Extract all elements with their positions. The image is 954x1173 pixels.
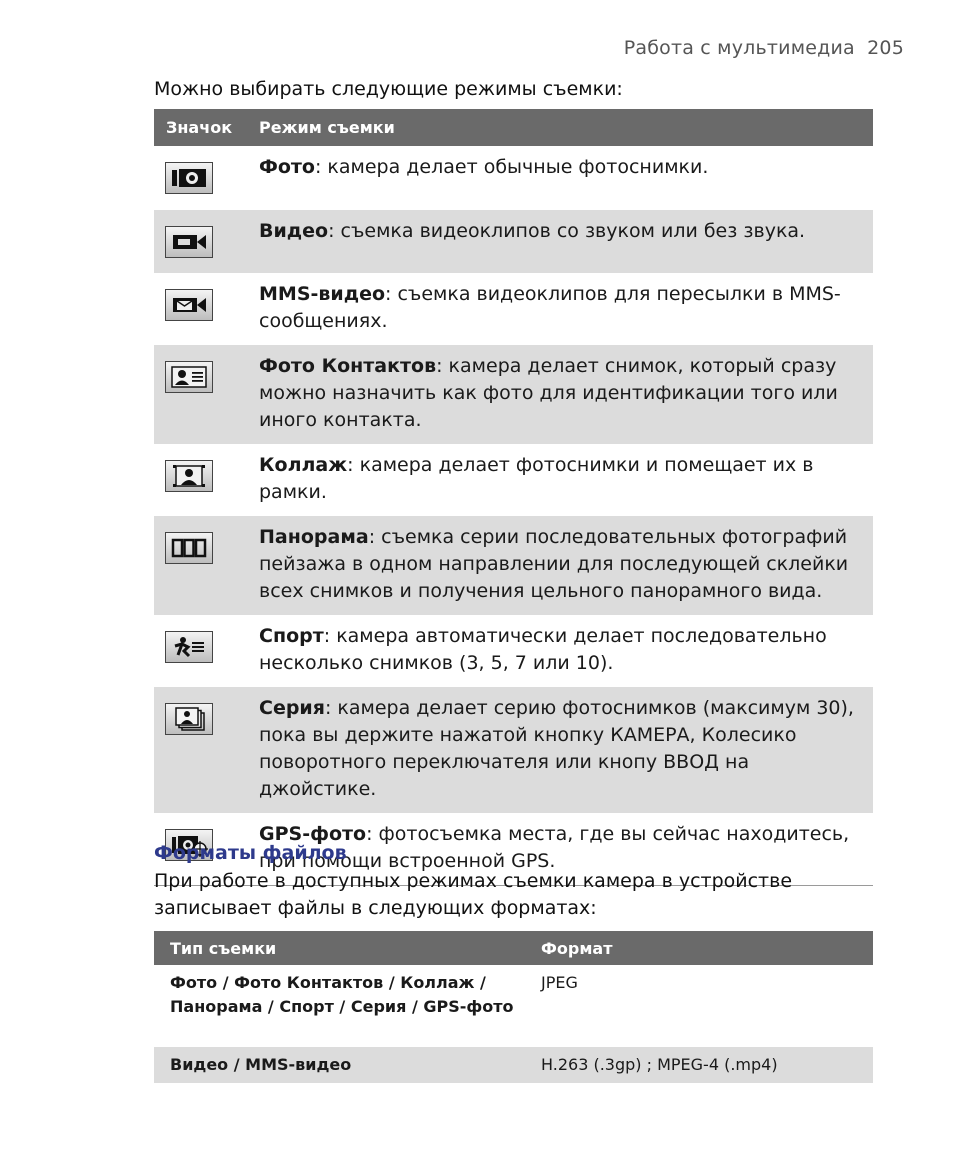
sport-runner-icon [165,631,213,663]
file-format: H.263 (.3gp) ; MPEG-4 (.mp4) [525,1047,873,1083]
mode-description: : камера делает серию фотоснимков (максимум 30), пока вы держите нажатой кнопку КАМЕРА, Колесико поворотного переключателя или кнопу ВВОД на джойстике. [259,697,854,800]
table-row [154,146,873,210]
section-title: Работа с мультимедиа [623,37,855,59]
mode-name: Фото Контактов [259,355,437,377]
mode-name: Коллаж [259,454,348,476]
running-header [624,37,904,59]
mode-description: : съемка серии последовательных фотографий пейзажа в одном направлении для последующей склейки всех снимков и получения цельного панорамного вида. [259,526,849,602]
intro-text: Можно выбирать следующие режимы съемки: [154,78,623,100]
column-header-type: Тип съемки [154,931,525,965]
contact-card-icon [165,361,213,393]
capture-type: Видео / MMS-видео [154,1047,525,1083]
photo-camera-icon [165,162,213,194]
table-row [154,210,873,273]
mode-name: GPS-фото [259,823,367,845]
table-row [154,516,873,615]
table-row [154,965,873,1047]
mode-name: Спорт [259,625,324,647]
mode-name: MMS-видео [259,283,386,305]
column-header-format: Формат [525,931,873,965]
file-format: JPEG [541,973,578,992]
column-header-icon: Значок [154,109,259,146]
table-row [154,1047,873,1083]
mms-video-icon [165,289,213,321]
table-row [154,273,873,345]
video-camera-icon [165,226,213,258]
table-row [154,345,873,444]
file-formats-text: При работе в доступных режимах съемки камера в устройстве записывает файлы в следующих форматах: [154,870,793,919]
mode-name: Панорама [259,526,369,548]
mode-description: : камера автоматически делает последовательно несколько снимков (3, 5, 7 или 10). [259,625,827,674]
table-row [154,444,873,516]
column-header-mode: Режим съемки [259,109,873,146]
mode-description: : камера делает снимок, который сразу можно назначить как фото для идентификации того или иного контакта. [259,355,838,431]
mode-name: Фото [259,156,315,178]
mode-name: Серия [259,697,325,719]
table-header-row [154,109,873,146]
mode-description: : съемка видеоклипов со звуком или без звука. [328,220,806,242]
mode-description: : камера делает фотоснимки и помещает их в рамки. [259,454,814,503]
mode-description: : камера делает обычные фотоснимки. [314,156,709,178]
table-row [154,615,873,687]
capture-modes-table [154,109,873,886]
file-formats-table [154,931,873,1083]
mode-description: : съемка видеоклипов для пересылки в MMS-сообщениях. [259,283,841,332]
table-header-row [154,931,873,965]
burst-stack-icon [165,703,213,735]
capture-type: Фото / Фото Контактов / Коллаж / Панорама / Спорт / Серия / GPS-фото [170,973,514,1016]
file-formats-heading: Форматы файлов [154,842,347,864]
panorama-icon [165,532,213,564]
page-number: 205 [867,37,904,59]
picture-frame-icon [165,460,213,492]
mode-name: Видео [259,220,329,242]
table-row [154,687,873,813]
mode-description: : фотосъемка места, где вы сейчас находитесь, при помощи встроенной GPS. [259,823,850,872]
